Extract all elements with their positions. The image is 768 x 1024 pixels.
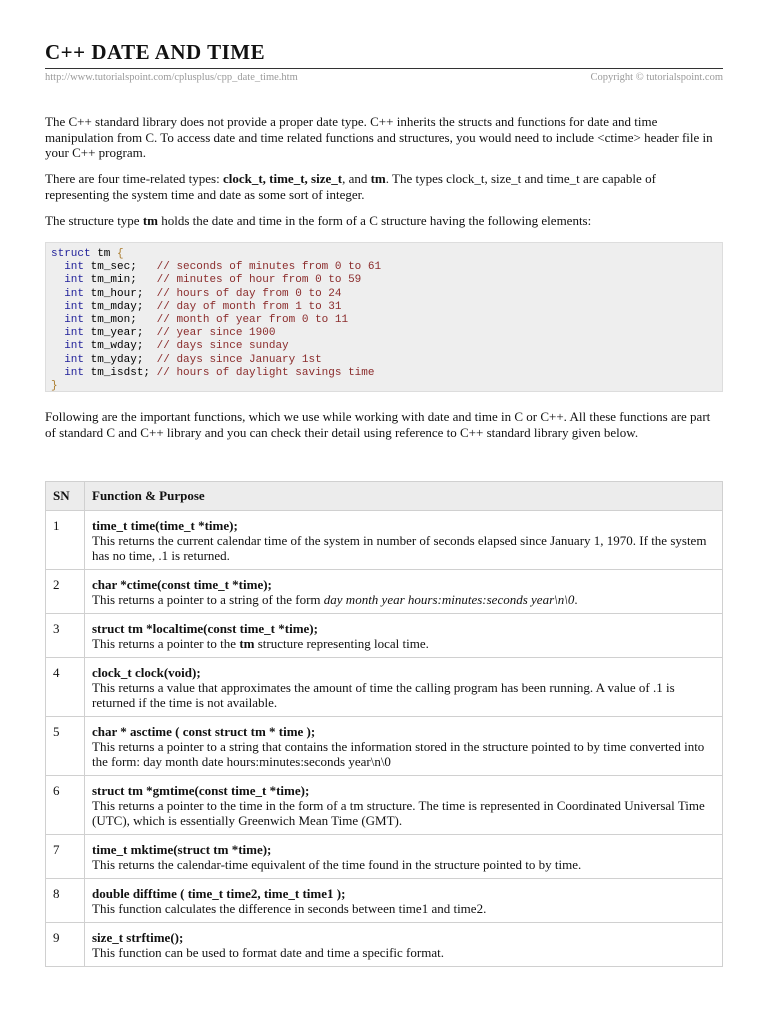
code-line: int tm_mday; // day of month from 1 to 31 (64, 300, 342, 313)
functions-table (45, 481, 723, 967)
row-number: 7 (46, 835, 85, 879)
page-title: C++ DATE AND TIME (45, 40, 266, 64)
function-description: This returns a pointer to a string of the form day month year hours:minutes:seconds year\n\0. (92, 592, 578, 607)
function-description: This function can be used to format date and time a specific format. (92, 945, 444, 960)
function-signature: time_t time(time_t *time); (92, 518, 238, 533)
function-description: This returns the calendar-time equivalent of the time found in the structure pointed to by time. (92, 857, 582, 872)
table-row (46, 570, 723, 614)
row-number: 4 (46, 658, 85, 717)
function-signature: size_t strftime(); (92, 930, 184, 945)
functions-paragraph: Following are the important functions, which we use while working with date and time in C or C++. All these functions are part of standard C and C++ library and you can check their detail using reference to C++ standard library given below. (45, 409, 711, 440)
code-line: int tm_isdst; // hours of daylight savings time (64, 366, 375, 379)
column-header-sn: SN (46, 482, 85, 511)
copyright-notice: Copyright © tutorialspoint.com (590, 72, 723, 83)
function-cell (85, 717, 723, 776)
row-number: 1 (46, 511, 85, 570)
function-signature: char * asctime ( const struct tm * time ); (92, 724, 316, 739)
code-line: int tm_sec; // seconds of minutes from 0 to 61 (64, 261, 382, 274)
source-url[interactable]: http://www.tutorialspoint.com/cplusplus/cpp_date_time.htm (45, 72, 298, 83)
table-row (46, 614, 723, 658)
row-number: 2 (46, 570, 85, 614)
types-paragraph: There are four time-related types: clock_t, time_t, size_t, and tm. The types clock_t, size_t and time_t are capable of representing the system time and date as some sort of integer. (45, 171, 656, 202)
function-description: This function calculates the difference in seconds between time1 and time2. (92, 901, 487, 916)
function-description: This returns a pointer to the time in the form of a tm structure. The time is represented in Coordinated Universal Time (UTC), which is essentially Greenwich Mean Time (GMT). (92, 798, 705, 828)
function-signature: struct tm *gmtime(const time_t *time); (92, 783, 310, 798)
function-cell (85, 835, 723, 879)
row-number: 3 (46, 614, 85, 658)
function-description: This returns a pointer to a string that contains the information stored in the structure pointed to by time converted into the form: day month date hours:minutes:seconds year\n\0 (92, 739, 705, 769)
header-rule (45, 68, 723, 69)
function-signature: struct tm *localtime(const time_t *time); (92, 621, 318, 636)
table-row (46, 511, 723, 570)
table-row (46, 835, 723, 879)
function-cell (85, 658, 723, 717)
code-line: int tm_mon; // month of year from 0 to 11 (64, 314, 349, 327)
row-number: 8 (46, 879, 85, 923)
table-row (46, 658, 723, 717)
function-signature: time_t mktime(struct tm *time); (92, 842, 272, 857)
row-number: 6 (46, 776, 85, 835)
code-line: int tm_wday; // days since sunday (64, 340, 289, 353)
row-number: 9 (46, 923, 85, 967)
intro-paragraph: The C++ standard library does not provide a proper date type. C++ inherits the structs and functions for date and time manipulation from C. To access date and time related functions and structures, you would need to include <ctime> header file in your C++ program. (45, 114, 713, 160)
function-signature: clock_t clock(void); (92, 665, 201, 680)
function-cell (85, 776, 723, 835)
function-cell (85, 570, 723, 614)
table-row (46, 776, 723, 835)
function-cell (85, 879, 723, 923)
code-block: struct tm { int tm_sec; // seconds of minutes from 0 to 61 int tm_min; // minutes of hour from 0 to 59 int tm_hour; // hours of day from 0 to 24 int tm_mday; // day of month from 1 to 31 int tm_mon; // month of year from 0 to 11 int tm_year; // year since 1900 int tm_wday; // days since sunday int tm_yday; // days since January 1st int tm_isdst; // hours of daylight savings time } (45, 242, 723, 392)
function-description: This returns a pointer to the tm structure representing local time. (92, 636, 429, 651)
column-header-function: Function & Purpose (85, 482, 723, 511)
function-cell (85, 923, 723, 967)
function-signature: double difftime ( time_t time2, time_t time1 ); (92, 886, 346, 901)
table-row (46, 717, 723, 776)
row-number: 5 (46, 717, 85, 776)
function-cell (85, 511, 723, 570)
function-description: This returns the current calendar time of the system in number of seconds elapsed since January 1, 1970. If the system has no time, .1 is returned. (92, 533, 707, 563)
code-line: int tm_year; // year since 1900 (64, 327, 276, 340)
code-line: int tm_yday; // days since January 1st (64, 353, 322, 366)
function-description: This returns a value that approximates the amount of time the calling program has been running. A value of .1 is returned if the time is not available. (92, 680, 675, 710)
table-row (46, 923, 723, 967)
code-line: int tm_min; // minutes of hour from 0 to 59 (64, 274, 362, 287)
table-header-row (46, 482, 723, 511)
table-row (46, 879, 723, 923)
code-line: int tm_hour; // hours of day from 0 to 24 (64, 287, 342, 300)
function-cell (85, 614, 723, 658)
struct-paragraph: The structure type tm holds the date and time in the form of a C structure having the following elements: (45, 213, 592, 228)
function-signature: char *ctime(const time_t *time); (92, 577, 272, 592)
